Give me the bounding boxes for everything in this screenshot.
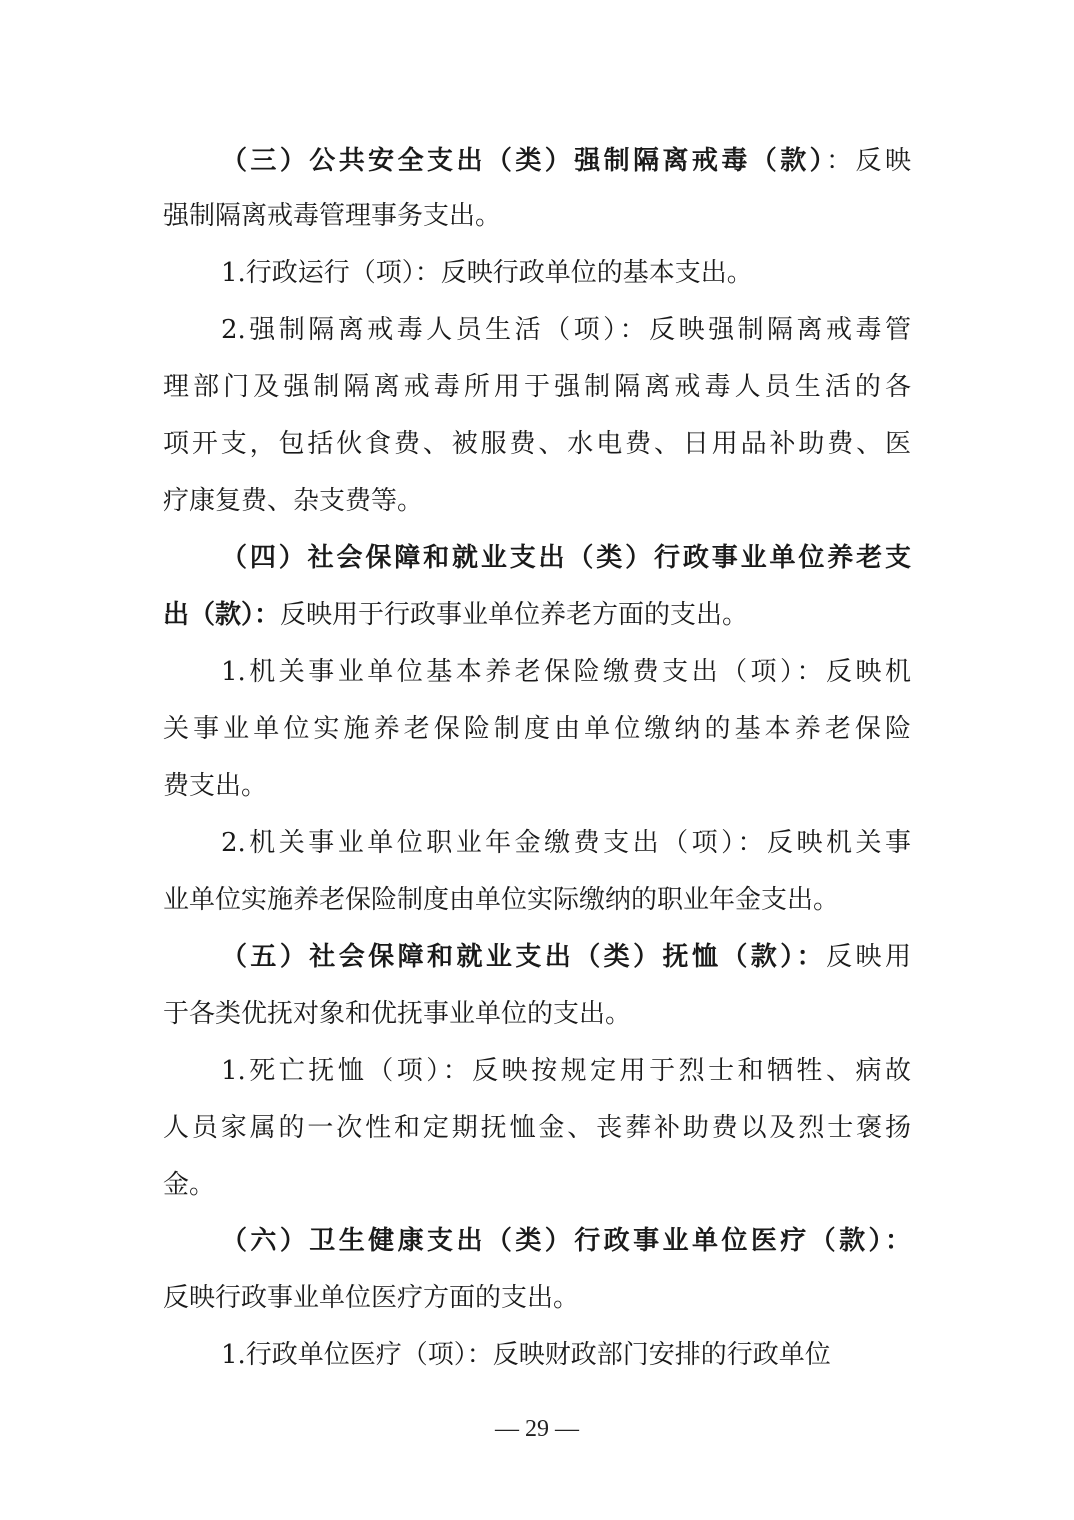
body-text-run: 反映用: [826, 942, 911, 972]
paragraph-line: [221, 1224, 911, 1258]
paragraph-line: [163, 370, 911, 404]
paragraph-line: [163, 997, 911, 1031]
heading-text: （五）社会保障和就业支出（类）抚恤（款）：: [221, 942, 827, 972]
page-number: — 29 —: [495, 1416, 579, 1442]
body-text-run: 于各类优抚对象和优抚事业单位的支出。: [163, 999, 632, 1029]
heading-text: （三）公共安全支出（类）强制隔离戒毒（款）: [221, 146, 827, 176]
heading-text: 出（款）：: [163, 600, 281, 630]
body-text-run: 1.死亡抚恤（项）：反映按规定用于烈士和牺牲、病故: [221, 1056, 911, 1086]
body-text-run: 反映行政事业单位医疗方面的支出。: [163, 1283, 580, 1313]
paragraph-line: [221, 826, 911, 860]
body-text-run: 1.行政运行（项）：反映行政单位的基本支出。: [221, 258, 753, 288]
heading-text: （四）社会保障和就业支出（类）行政事业单位养老支: [221, 543, 911, 573]
paragraph-line: [163, 712, 911, 746]
body-text-run: 费支出。: [163, 771, 268, 801]
body-text-run: 项开支，包括伙食费、被服费、水电费、日用品补助费、医: [163, 429, 911, 459]
body-text-run: 理部门及强制隔离戒毒所用于强制隔离戒毒人员生活的各: [163, 372, 911, 402]
paragraph-line: [221, 940, 911, 974]
body-text-run: 反映用于行政事业单位养老方面的支出。: [280, 600, 749, 630]
paragraph-line: [163, 1281, 911, 1315]
paragraph-line: [163, 598, 911, 632]
body-text-run: 2.机关事业单位职业年金缴费支出（项）：反映机关事: [221, 828, 911, 858]
paragraph-line: [163, 1168, 911, 1202]
paragraph-line: [221, 541, 911, 575]
body-text-run: 疗康复费、杂支费等。: [163, 486, 424, 516]
body-text-run: 1.行政单位医疗（项）：反映财政部门安排的行政单位: [221, 1340, 831, 1370]
paragraph-line: [163, 1111, 911, 1145]
paragraph-line: [163, 427, 911, 461]
paragraph-line: [221, 1338, 911, 1372]
paragraph-line: [163, 883, 911, 917]
body-text-run: 人员家属的一次性和定期抚恤金、丧葬补助费以及烈士褒扬: [163, 1113, 911, 1143]
body-text-run: 强制隔离戒毒管理事务支出。: [163, 201, 502, 231]
paragraph-line: [221, 1054, 911, 1088]
body-text-run: 关事业单位实施养老保险制度由单位缴纳的基本养老保险: [163, 714, 911, 744]
body-text-run: 2.强制隔离戒毒人员生活（项）：反映强制隔离戒毒管: [221, 315, 911, 345]
paragraph-line: [163, 199, 911, 233]
paragraph-line: [163, 769, 911, 803]
body-text-run: 1.机关事业单位基本养老保险缴费支出（项）：反映机: [221, 657, 911, 687]
paragraph-line: [163, 484, 911, 518]
body-text-run: ：反映: [826, 146, 911, 176]
paragraph-line: [221, 256, 911, 290]
paragraph-line: [221, 144, 911, 178]
body-text-run: 业单位实施养老保险制度由单位实际缴纳的职业年金支出。: [163, 885, 840, 915]
heading-text: （六）卫生健康支出（类）行政事业单位医疗（款）：: [221, 1226, 911, 1256]
body-text-run: 金。: [163, 1170, 216, 1200]
paragraph-line: [221, 313, 911, 347]
paragraph-line: [221, 655, 911, 689]
